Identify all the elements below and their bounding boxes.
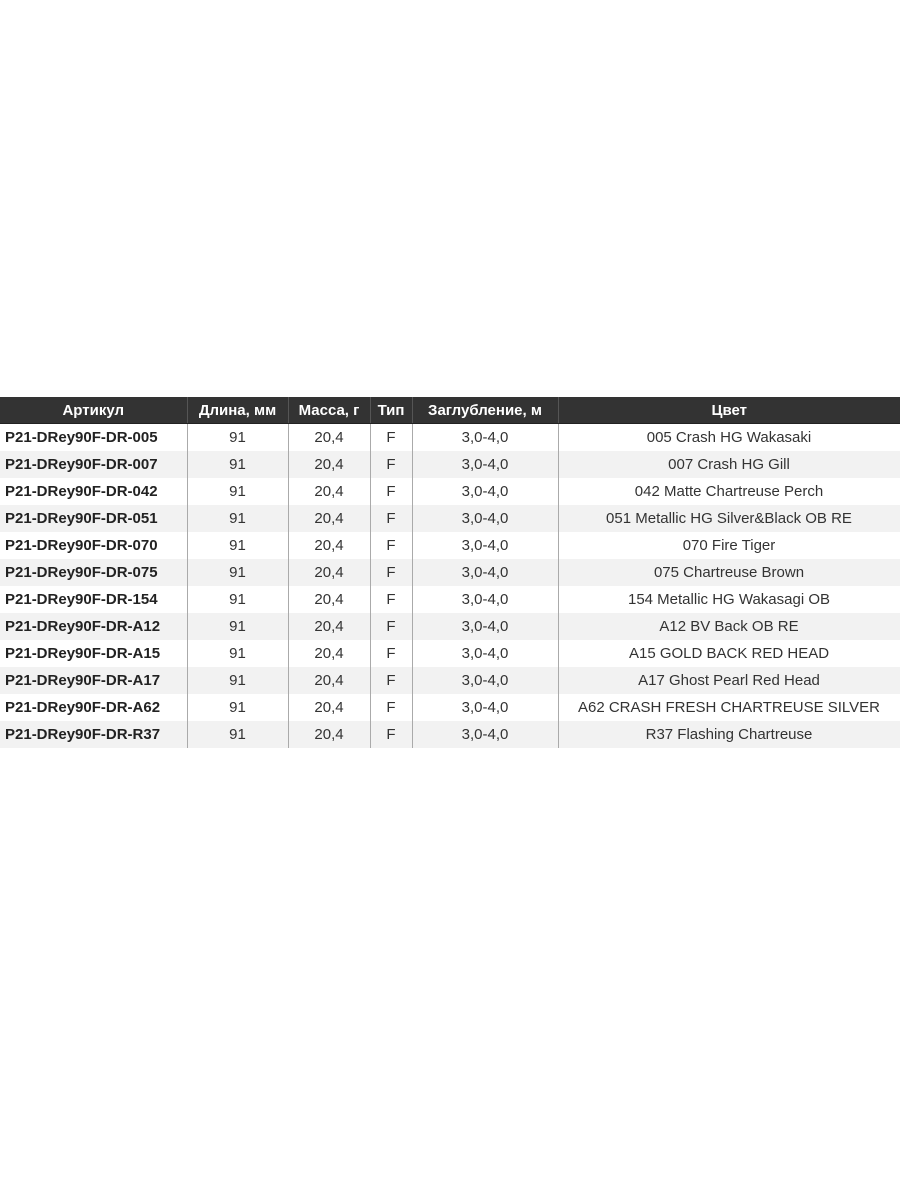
table-body: [0, 424, 900, 749]
cell-depth: 3,0-4,0: [412, 424, 558, 452]
cell-type: F: [370, 424, 412, 452]
cell-sku: P21-DRey90F-DR-A12: [0, 613, 187, 640]
cell-length: 91: [187, 559, 288, 586]
cell-depth: 3,0-4,0: [412, 451, 558, 478]
cell-sku: P21-DRey90F-DR-A15: [0, 640, 187, 667]
cell-depth: 3,0-4,0: [412, 721, 558, 748]
product-spec-table: [0, 397, 900, 748]
cell-weight: 20,4: [288, 586, 370, 613]
table-row: [0, 505, 900, 532]
cell-sku: P21-DRey90F-DR-070: [0, 532, 187, 559]
cell-depth: 3,0-4,0: [412, 478, 558, 505]
cell-weight: 20,4: [288, 451, 370, 478]
column-header-weight: Масса, г: [288, 397, 370, 424]
cell-sku: P21-DRey90F-DR-042: [0, 478, 187, 505]
cell-weight: 20,4: [288, 694, 370, 721]
cell-type: F: [370, 451, 412, 478]
cell-type: F: [370, 613, 412, 640]
cell-type: F: [370, 640, 412, 667]
table-row: [0, 667, 900, 694]
table-row: [0, 613, 900, 640]
cell-type: F: [370, 532, 412, 559]
cell-length: 91: [187, 532, 288, 559]
cell-depth: 3,0-4,0: [412, 505, 558, 532]
cell-type: F: [370, 694, 412, 721]
cell-color: 007 Crash HG Gill: [558, 451, 900, 478]
cell-color: A12 BV Back OB RE: [558, 613, 900, 640]
table-row: [0, 478, 900, 505]
cell-weight: 20,4: [288, 721, 370, 748]
table-row: [0, 424, 900, 452]
cell-length: 91: [187, 613, 288, 640]
cell-sku: P21-DRey90F-DR-154: [0, 586, 187, 613]
cell-weight: 20,4: [288, 667, 370, 694]
cell-weight: 20,4: [288, 424, 370, 452]
column-header-type: Тип: [370, 397, 412, 424]
table-header: [0, 397, 900, 424]
cell-length: 91: [187, 586, 288, 613]
cell-type: F: [370, 478, 412, 505]
cell-color: 005 Crash HG Wakasaki: [558, 424, 900, 452]
cell-weight: 20,4: [288, 478, 370, 505]
cell-weight: 20,4: [288, 505, 370, 532]
column-header-length: Длина, мм: [187, 397, 288, 424]
cell-color: 070 Fire Tiger: [558, 532, 900, 559]
cell-type: F: [370, 586, 412, 613]
cell-color: A15 GOLD BACK RED HEAD: [558, 640, 900, 667]
cell-weight: 20,4: [288, 640, 370, 667]
cell-length: 91: [187, 667, 288, 694]
column-header-color: Цвет: [558, 397, 900, 424]
cell-depth: 3,0-4,0: [412, 559, 558, 586]
cell-color: R37 Flashing Chartreuse: [558, 721, 900, 748]
cell-length: 91: [187, 694, 288, 721]
table-row: [0, 559, 900, 586]
column-header-depth: Заглубление, м: [412, 397, 558, 424]
cell-sku: P21-DRey90F-DR-A17: [0, 667, 187, 694]
header-row: [0, 397, 900, 424]
cell-sku: P21-DRey90F-DR-005: [0, 424, 187, 452]
cell-type: F: [370, 505, 412, 532]
cell-depth: 3,0-4,0: [412, 640, 558, 667]
table-row: [0, 721, 900, 748]
cell-depth: 3,0-4,0: [412, 694, 558, 721]
column-header-sku: Артикул: [0, 397, 187, 424]
table-row: [0, 451, 900, 478]
table-row: [0, 694, 900, 721]
cell-weight: 20,4: [288, 559, 370, 586]
table-row: [0, 586, 900, 613]
cell-color: A62 CRASH FRESH CHARTREUSE SILVER: [558, 694, 900, 721]
cell-length: 91: [187, 478, 288, 505]
cell-weight: 20,4: [288, 532, 370, 559]
cell-color: 075 Chartreuse Brown: [558, 559, 900, 586]
cell-weight: 20,4: [288, 613, 370, 640]
cell-depth: 3,0-4,0: [412, 586, 558, 613]
cell-length: 91: [187, 640, 288, 667]
cell-sku: P21-DRey90F-DR-007: [0, 451, 187, 478]
cell-color: 042 Matte Chartreuse Perch: [558, 478, 900, 505]
cell-sku: P21-DRey90F-DR-051: [0, 505, 187, 532]
cell-type: F: [370, 667, 412, 694]
table-row: [0, 532, 900, 559]
cell-type: F: [370, 559, 412, 586]
cell-color: 051 Metallic HG Silver&Black OB RE: [558, 505, 900, 532]
cell-color: A17 Ghost Pearl Red Head: [558, 667, 900, 694]
cell-length: 91: [187, 424, 288, 452]
cell-length: 91: [187, 505, 288, 532]
cell-type: F: [370, 721, 412, 748]
cell-sku: P21-DRey90F-DR-A62: [0, 694, 187, 721]
cell-length: 91: [187, 721, 288, 748]
cell-depth: 3,0-4,0: [412, 613, 558, 640]
cell-depth: 3,0-4,0: [412, 667, 558, 694]
cell-color: 154 Metallic HG Wakasagi OB: [558, 586, 900, 613]
cell-length: 91: [187, 451, 288, 478]
cell-sku: P21-DRey90F-DR-075: [0, 559, 187, 586]
cell-depth: 3,0-4,0: [412, 532, 558, 559]
cell-sku: P21-DRey90F-DR-R37: [0, 721, 187, 748]
table-row: [0, 640, 900, 667]
